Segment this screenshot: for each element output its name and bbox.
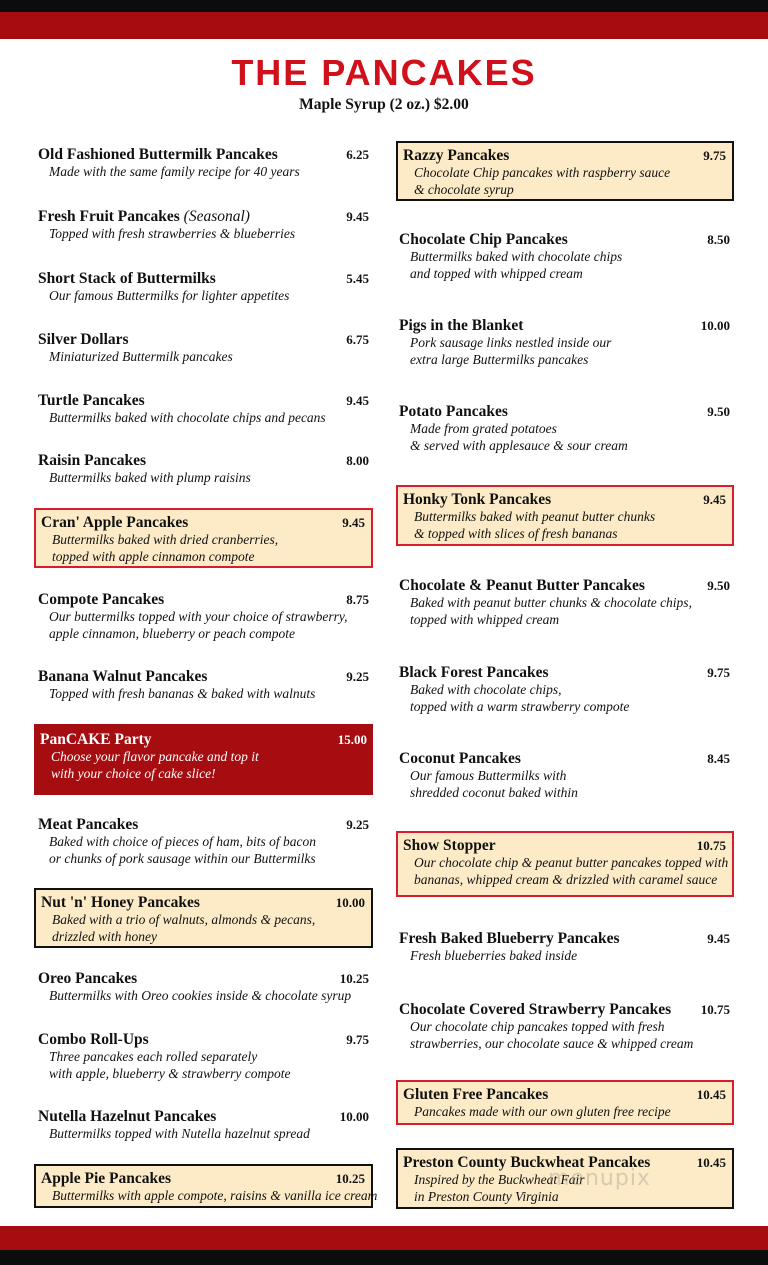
item-price: 10.75 xyxy=(700,1002,730,1017)
menu-item xyxy=(38,816,369,867)
item-description: Choose your flavor pancake and top it xyxy=(51,749,259,764)
menu-item xyxy=(38,392,369,427)
menu-item xyxy=(38,452,369,487)
item-name: Old Fashioned Buttermilk Pancakes xyxy=(38,146,278,163)
item-description: strawberries, our chocolate sauce & whipped cream xyxy=(410,1035,694,1051)
item-name: Raisin Pancakes xyxy=(38,452,147,469)
item-description: shredded coconut baked within xyxy=(410,784,578,800)
item-name: Preston County Buckwheat Pancakes xyxy=(403,1154,651,1171)
menu-item xyxy=(38,1108,369,1143)
item-price: 8.50 xyxy=(707,232,730,247)
item-name: Fresh Fruit Pancakes (Seasonal) xyxy=(38,208,250,225)
item-price: 9.45 xyxy=(707,931,730,946)
menu-item xyxy=(399,1001,730,1052)
item-name: Oreo Pancakes xyxy=(38,970,138,987)
featured-menu-item xyxy=(34,888,373,948)
item-description: Buttermilks topped with Nutella hazelnut spread xyxy=(49,1126,310,1141)
item-description: topped with a warm strawberry compote xyxy=(410,698,630,714)
item-name: Coconut Pancakes xyxy=(399,750,521,767)
item-description: Made with the same family recipe for 40 years xyxy=(49,164,300,179)
item-price: 10.00 xyxy=(335,895,365,910)
item-name: Chocolate & Peanut Butter Pancakes xyxy=(399,577,645,594)
menu-item xyxy=(38,208,369,243)
item-price: 9.45 xyxy=(346,393,369,408)
menu-item xyxy=(399,577,730,628)
item-description: topped with whipped cream xyxy=(410,611,560,627)
item-price: 9.75 xyxy=(703,148,726,163)
item-name: Turtle Pancakes xyxy=(38,392,145,409)
item-description: Inspired by the Buckwheat Fair xyxy=(414,1172,585,1187)
item-name: Combo Roll-Ups xyxy=(38,1031,149,1048)
item-description: Buttermilks with apple compote, raisins & vanilla ice cream xyxy=(52,1188,378,1203)
top-black-band xyxy=(0,0,768,12)
item-description: Miniaturized Buttermilk pancakes xyxy=(49,349,233,364)
bottom-red-band xyxy=(0,1226,768,1250)
item-price: 10.25 xyxy=(335,1171,365,1186)
item-price: 9.25 xyxy=(346,817,369,832)
item-name: Chocolate Covered Strawberry Pancakes xyxy=(399,1001,672,1018)
watermark: menupix xyxy=(548,1166,651,1191)
page-title: THE PANCAKES xyxy=(231,52,537,93)
item-name: Potato Pancakes xyxy=(399,403,508,420)
menu-item xyxy=(38,1031,369,1082)
item-description: & served with applesauce & sour cream xyxy=(410,437,628,453)
item-price: 10.25 xyxy=(339,971,369,986)
top-red-band xyxy=(0,12,768,39)
item-price: 10.45 xyxy=(696,1087,726,1102)
item-name: Banana Walnut Pancakes xyxy=(38,668,208,685)
item-name: Short Stack of Buttermilks xyxy=(38,270,216,287)
menu-item xyxy=(38,591,369,642)
item-description: Made from grated potatoes xyxy=(410,421,557,436)
item-description: Three pancakes each rolled separately xyxy=(49,1049,258,1064)
item-description: Our famous Buttermilks with xyxy=(410,768,567,783)
featured-menu-item xyxy=(34,508,373,568)
item-name: Chocolate Chip Pancakes xyxy=(399,231,568,248)
item-name: Black Forest Pancakes xyxy=(399,664,549,681)
item-price: 8.45 xyxy=(707,751,730,766)
syrup-price: Maple Syrup (2 oz.) $2.00 xyxy=(299,96,469,113)
item-name: Meat Pancakes xyxy=(38,816,139,833)
item-price: 9.75 xyxy=(707,665,730,680)
item-description: Baked with a trio of walnuts, almonds & pecans, xyxy=(52,912,316,927)
item-price: 9.45 xyxy=(342,515,365,530)
menu-item xyxy=(38,270,369,305)
featured-menu-item xyxy=(34,1164,378,1208)
item-description: Topped with fresh strawberries & blueberries xyxy=(49,226,296,241)
item-name: Gluten Free Pancakes xyxy=(403,1086,549,1103)
item-name: PanCAKE Party xyxy=(40,731,152,748)
item-description: and topped with whipped cream xyxy=(410,265,583,281)
item-description: Buttermilks baked with chocolate chips xyxy=(410,249,623,264)
item-price: 9.50 xyxy=(707,578,730,593)
item-price: 10.00 xyxy=(339,1109,369,1124)
menu-item xyxy=(38,970,369,1005)
item-price: 10.00 xyxy=(700,318,730,333)
item-description: Pork sausage links nestled inside our xyxy=(410,335,612,350)
item-description: topped with apple cinnamon compote xyxy=(52,548,255,564)
item-price: 6.75 xyxy=(346,332,369,347)
item-price: 6.25 xyxy=(346,147,369,162)
featured-menu-item xyxy=(396,1080,734,1125)
item-description: Fresh blueberries baked inside xyxy=(410,948,578,963)
item-description: Baked with chocolate chips, xyxy=(410,682,562,697)
item-name: Nut 'n' Honey Pancakes xyxy=(41,894,200,911)
item-price: 8.75 xyxy=(346,592,369,607)
menu-item xyxy=(38,331,369,366)
item-price: 5.45 xyxy=(346,271,369,286)
item-description: Buttermilks baked with peanut butter chunks xyxy=(414,509,656,524)
item-price: 9.25 xyxy=(346,669,369,684)
item-description: Buttermilks baked with dried cranberries, xyxy=(52,532,279,547)
featured-menu-item xyxy=(396,485,734,546)
item-price: 15.00 xyxy=(337,732,367,747)
menu-item xyxy=(38,146,369,181)
item-price: 10.45 xyxy=(696,1155,726,1170)
item-description: drizzled with honey xyxy=(52,928,157,944)
menu-item xyxy=(38,668,369,703)
item-price: 10.75 xyxy=(696,838,726,853)
item-description: Our chocolate chip pancakes topped with fresh xyxy=(410,1019,665,1034)
item-description: & chocolate syrup xyxy=(414,181,514,197)
item-price: 8.00 xyxy=(346,453,369,468)
item-description: extra large Buttermilks pancakes xyxy=(410,351,589,367)
menu-item xyxy=(399,750,730,801)
item-description: Baked with choice of pieces of ham, bits of bacon xyxy=(49,834,316,849)
pancake-party-item xyxy=(34,724,373,795)
item-name: Honky Tonk Pancakes xyxy=(403,491,552,508)
item-description: in Preston County Virginia xyxy=(414,1188,559,1204)
item-price: 9.45 xyxy=(346,209,369,224)
item-name: Apple Pie Pancakes xyxy=(41,1170,172,1187)
item-price: 9.50 xyxy=(707,404,730,419)
item-description: Topped with fresh bananas & baked with walnuts xyxy=(49,686,316,701)
item-price: 9.45 xyxy=(703,492,726,507)
item-description: Our famous Buttermilks for lighter appetites xyxy=(49,288,290,303)
menu-item xyxy=(399,231,730,282)
menu-item xyxy=(399,317,730,368)
menu-item xyxy=(399,403,730,454)
item-name: Pigs in the Blanket xyxy=(399,317,524,334)
item-description: or chunks of pork sausage within our Buttermilks xyxy=(49,850,316,866)
item-description: bananas, whipped cream & drizzled with caramel sauce xyxy=(414,871,718,887)
item-name: Nutella Hazelnut Pancakes xyxy=(38,1108,217,1125)
item-name: Fresh Baked Blueberry Pancakes xyxy=(399,930,620,947)
item-description: with your choice of cake slice! xyxy=(51,765,216,781)
bottom-black-band xyxy=(0,1250,768,1265)
item-description: Buttermilks baked with plump raisins xyxy=(49,470,251,485)
item-description: apple cinnamon, blueberry or peach compote xyxy=(49,625,295,641)
featured-menu-item xyxy=(396,831,734,897)
item-name: Show Stopper xyxy=(403,837,496,854)
item-price: 9.75 xyxy=(346,1032,369,1047)
item-description: Baked with peanut butter chunks & chocolate chips, xyxy=(410,595,692,610)
item-description: Our chocolate chip & peanut butter pancakes topped with xyxy=(414,855,729,870)
item-note: (Seasonal) xyxy=(183,208,250,225)
item-description: Pancakes made with our own gluten free recipe xyxy=(414,1104,671,1119)
item-description: Buttermilks with Oreo cookies inside & chocolate syrup xyxy=(49,988,352,1003)
item-name: Cran' Apple Pancakes xyxy=(41,514,189,531)
item-name: Silver Dollars xyxy=(38,331,129,348)
featured-menu-item xyxy=(396,141,734,201)
menu-item xyxy=(399,930,730,965)
item-description: & topped with slices of fresh bananas xyxy=(414,525,618,541)
item-name: Compote Pancakes xyxy=(38,591,165,608)
item-description: with apple, blueberry & strawberry compote xyxy=(49,1065,291,1081)
menu-item xyxy=(399,664,730,715)
item-description: Our buttermilks topped with your choice of strawberry, xyxy=(49,609,348,624)
item-description: Chocolate Chip pancakes with raspberry sauce xyxy=(414,165,671,180)
item-name: Razzy Pancakes xyxy=(403,147,510,164)
item-description: Buttermilks baked with chocolate chips and pecans xyxy=(49,410,326,425)
